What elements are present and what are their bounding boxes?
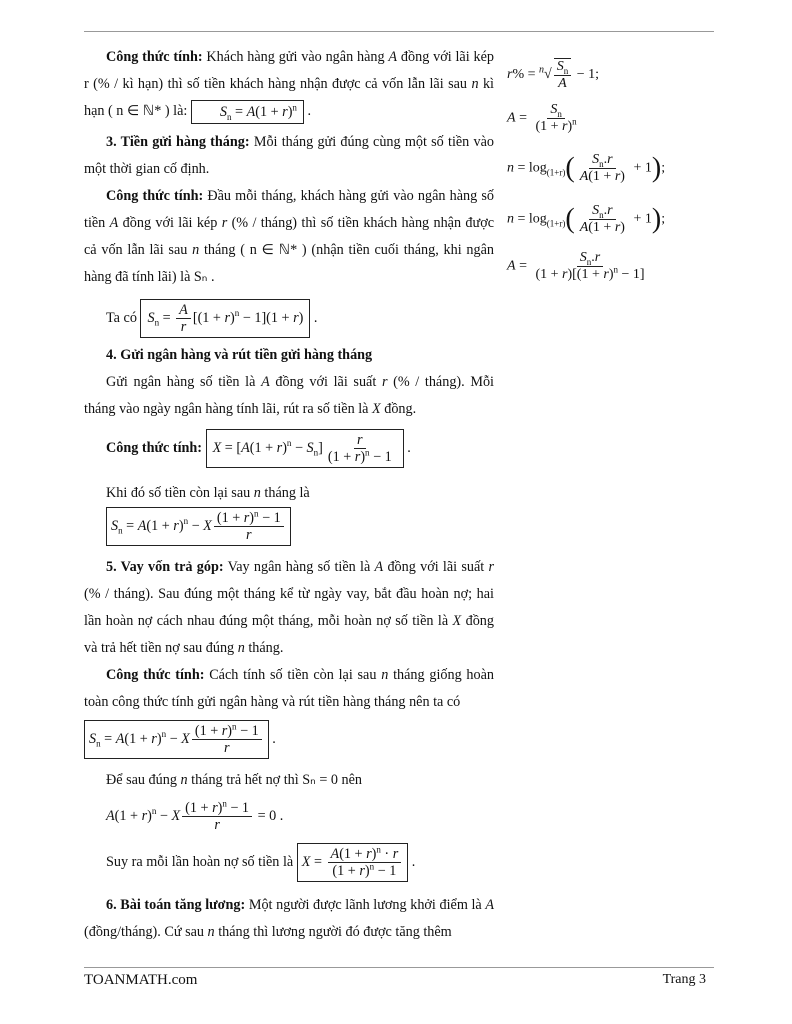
s4-remaining-box: $S_n = A(1 + r)^n - X$ $\frac{(1 + r)^n - 1}{r}$ <box>106 507 291 546</box>
s3-heading: 3. Tiền gửi hàng tháng: <box>106 134 250 150</box>
side-formula-A2: A = $\frac{S_n.r}{(1 + r)[(1 + r)^n - 1]}$ <box>507 250 645 282</box>
s3-heading-paragraph: 3. Tiền gửi hàng tháng: Mỗi tháng gửi đúng cùng một số tiền vào một thời gian cố định. <box>84 134 494 177</box>
s4-remaining-line: Khi đó số tiền còn lại sau n tháng là $S_n = A(1 + r)^n - X$ $\frac{(1 + r)^n - 1}{r}$ <box>84 480 494 546</box>
s4-formula-box: $X = [A(1 + r)^n - S_n]$ $\frac{r}{(1 + r)^n - 1}$ <box>206 429 404 468</box>
s3-formula-box: $S_n$ = $\frac{A}{r}$ $[(1 + r)^n - 1](1 + r)$ <box>140 299 310 338</box>
side-formula-r: r% = $^n$√ $\frac{S_n}{A}$ − 1; <box>507 59 599 91</box>
s4-paragraph: Gửi ngân hàng số tiền là A đồng với lãi suất r (% / tháng). Mỗi tháng vào ngày ngân hàng tính lãi, rút ra số tiền là X đồng. <box>84 374 494 417</box>
header-rule <box>84 31 714 32</box>
s5-heading: 5. Vay vốn trả góp: <box>106 559 224 575</box>
s3-taco: Ta có $S_n$ = $\frac{A}{r}$ $[(1 + r)^n - 1](1 + r)$ . <box>84 299 494 338</box>
s5-formula-line: $S_n = A(1 + r)^n - X$ $\frac{(1 + r)^n - 1}{r}$ . <box>84 720 494 759</box>
s5-payment-box: X = $\frac{A(1 + r)^n \cdot r}{(1 + r)^n - 1}$ <box>297 843 409 882</box>
s3-formula-paragraph: Công thức tính: Đầu mỗi tháng, khách hàng gửi vào ngân hàng số tiền A đồng với lãi kép r (% / tháng) thì số tiền khách hàng nhận được cả vốn lẫn lãi sau n tháng ( n ∈ ℕ* ) (nhận tiền cuối tháng, khi ngân hàng đã tính lãi) là Sₙ . <box>84 188 495 285</box>
s5-formula-paragraph: Công thức tính: Cách tính số tiền còn lại sau n tháng giống hoàn toàn công thức tính gửi ngân hàng và rút tiền hàng tháng nên ta có <box>84 667 495 710</box>
footer-page-number: Trang 3 <box>662 972 706 987</box>
side-formula-n2: $n = \log_{(1+r)}$( $\frac{S_n.r}{A(1 + r)}$ + 1); <box>507 203 666 235</box>
footer-site: TOANMATH.com <box>84 972 198 988</box>
side-formula-A: A = $\frac{S_n}{(1 + r)^n}$ <box>507 102 577 134</box>
s5-zero-formula: $A(1 + r)^n - X$ $\frac{(1 + r)^n - 1}{r}$ = 0 . <box>106 798 284 833</box>
s6-paragraph: 6. Bài toán tăng lương: Một người được lãnh lương khởi điểm là A (đồng/tháng). Cứ sau n tháng thì lương người đó được tăng thêm <box>84 897 494 940</box>
s5-heading-paragraph: 5. Vay vốn trả góp: Vay ngân hàng số tiền là A đồng với lãi suất r (% / tháng). Sau đúng một tháng kể từ ngày vay, bắt đầu hoàn nợ; hai lần hoàn nợ cách nhau đúng một tháng, mỗi hoàn nợ số tiền là X đồng và trả hết tiền nợ sau đúng n tháng. <box>84 559 495 656</box>
s4-formula-line: Công thức tính: $X = [A(1 + r)^n - S_n]$ $\frac{r}{(1 + r)^n - 1}$ . <box>84 429 494 468</box>
s5-zero-line: Để sau đúng n tháng trả hết nợ thì Sₙ = 0 nên <box>106 772 363 788</box>
s2-label: Công thức tính: <box>106 49 203 65</box>
s5-payment-line: Suy ra mỗi lần hoàn nợ số tiền là X = $\frac{A(1 + r)^n \cdot r}{(1 + r)^n - 1}$ . <box>84 843 494 882</box>
footer-rule <box>84 967 714 968</box>
s2-paragraph: Công thức tính: Khách hàng gửi vào ngân hàng A đồng với lãi kép r (% / kì hạn) thì số tiền khách hàng nhận được cả vốn lẫn lãi sau n kì hạn ( n ∈ ℕ* ) là: $S_n = A(1 + r)^n$ . <box>84 44 494 125</box>
main-content <box>84 44 494 946</box>
s6-heading: 6. Bài toán tăng lương: <box>106 897 246 913</box>
s5-formula-box: $S_n = A(1 + r)^n - X$ $\frac{(1 + r)^n - 1}{r}$ <box>84 720 269 759</box>
side-formula-n1: $n = \log_{(1+r)}$( $\frac{S_n.r}{A(1 + r)}$ + 1); <box>507 152 666 184</box>
s3-label: Công thức tính: <box>106 188 204 204</box>
s2-formula-box: $S_n = A(1 + r)^n$ <box>191 100 304 124</box>
s4-heading: 4. Gửi ngân hàng và rút tiền gửi hàng tháng <box>106 347 373 363</box>
